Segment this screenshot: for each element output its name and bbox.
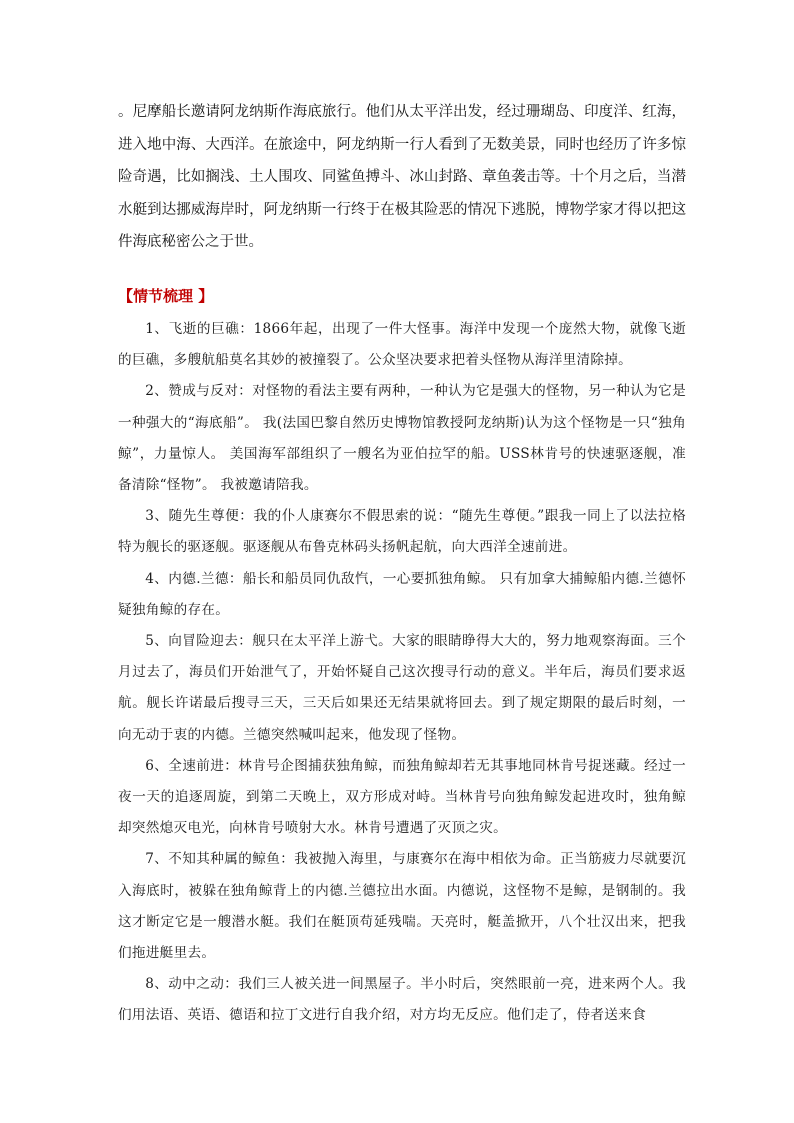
plot-paragraph-8: 8、动中之动：我们三人被关进一间黑屋子。半小时后，突然眼前一亮，进来两个人。我们用法语、英语、德语和拉丁文进行自我介绍，对方均无反应。他们走了，侍者送来食 [118, 976, 686, 1024]
intro-paragraph: 。尼摩船长邀请阿龙纳斯作海底旅行。他们从太平洋出发，经过珊瑚岛、印度洋、红海，进入地中海、大西洋。在旅途中，阿龙纳斯一行人看到了无数美景，同时也经历了许多惊险奇遇，比如搁浅、土人围攻、同鲨鱼搏斗、冰山封路、章鱼袭击等。十个月之后，当潜水艇到达挪威海岸时，阿龙纳斯一行终于在极其险恶的情况下逃脱，博物学家才得以把这件海底秘密公之于世。 [118, 104, 686, 250]
section-title: 【情节梳理 】 [118, 287, 214, 305]
plot-paragraph-5: 5、向冒险迎去：舰只在太平洋上游弋。大家的眼睛睁得大大的，努力地观察海面。三个月过去了，海员们开始泄气了，开始怀疑自己这次搜寻行动的意义。半年后，海员们要求返航。舰长许诺最后搜寻三天，三天后如果还无结果就将回去。到了规定期限的最后时刻，一向无动于衷的内德。兰德突然喊叫起来，他发现了怪物。 [118, 633, 686, 743]
plot-paragraph-6: 6、全速前进：林肯号企图捕获独角鲸，而独角鲸却若无其事地同林肯号捉迷藏。经过一夜一天的追逐周旋，到第二天晚上，双方形成对峙。当林肯号向独角鲸发起进攻时，独角鲸却突然熄灭电光，向林肯号喷射大水。林肯号遭遇了灭顶之灾。 [118, 757, 686, 837]
plot-paragraph-1: 1、飞逝的巨礁：1866年起，出现了一件大怪事。海洋中发现一个庞然大物，就像飞逝的巨礁，多艘航船莫名其妙的被撞裂了。公众坚决要求把着头怪物从海洋里清除掉。 [118, 321, 686, 369]
plot-paragraph-4: 4、内德.兰德：船长和船员同仇敌忾，一心要抓独角鲸。 只有加拿大捕鲸船内德.兰德怀疑独角鲸的存在。 [118, 570, 686, 618]
plot-paragraph-2: 2、赞成与反对：对怪物的看法主要有两种，一种认为它是强大的怪物，另一种认为它是一种强大的“海底船”。 我(法国巴黎自然历史博物馆教授阿龙纳斯)认为这个怪物是一只“独角鲸”，力量惊人。 美国海军部组织了一艘名为亚伯拉罕的船。USS林肯号的快速驱逐舰，准备清除“怪物”。 我被邀请陪我。 [118, 383, 686, 494]
plot-paragraph-3: 3、随先生尊便：我的仆人康赛尔不假思索的说：“随先生尊便。”跟我一同上了以法拉格特为舰长的驱逐舰。驱逐舰从布鲁克林码头扬帆起航，向大西洋全速前进。 [118, 508, 686, 556]
plot-paragraph-7: 7、不知其种属的鲸鱼：我被抛入海里，与康赛尔在海中相依为命。正当筋疲力尽就要沉入海底时，被躲在独角鲸背上的内德.兰德拉出水面。内德说，这怪物不是鲸，是钢制的。我这才断定它是一艘潜水艇。我们在艇顶苟延残喘。天亮时，艇盖掀开，八个壮汉出来，把我们拖进艇里去。 [118, 851, 686, 962]
plot-summary [118, 314, 686, 1032]
